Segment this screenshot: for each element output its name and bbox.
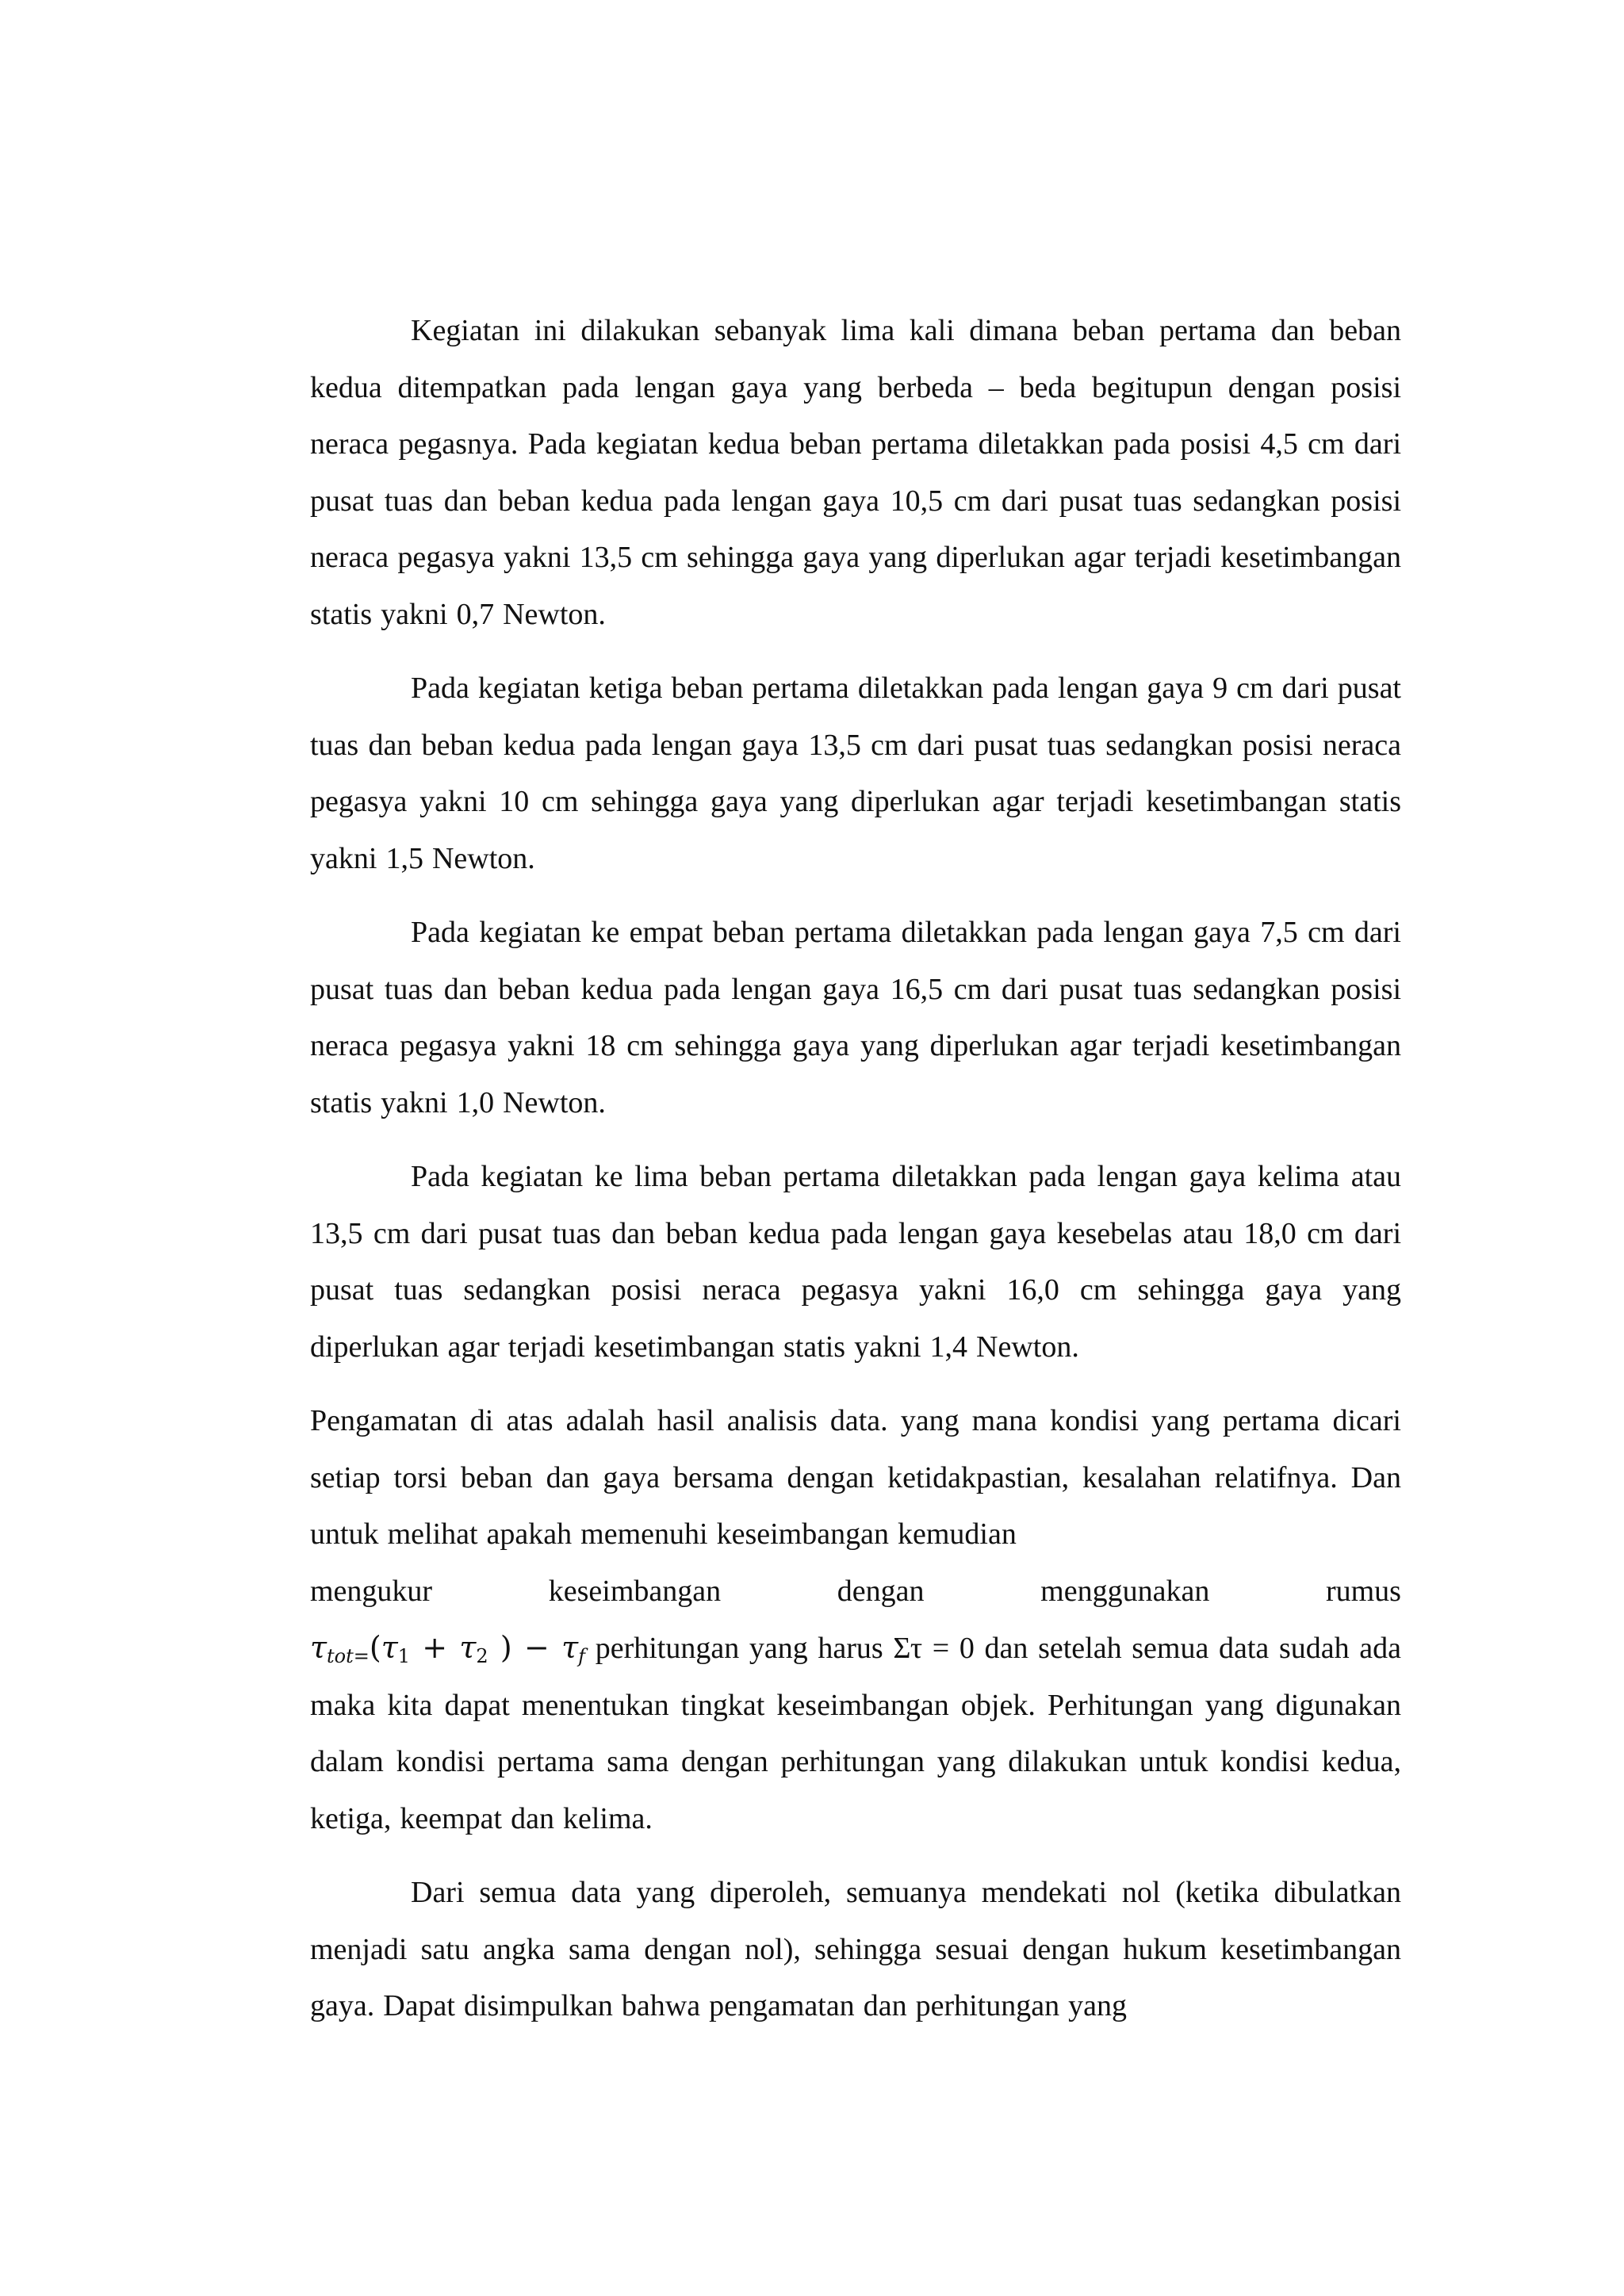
torque-formula: $\tau_{tot=}(\tau_1 + \tau_2$ ) − $\tau_f$ (310, 1630, 586, 1667)
word-keseimbangan: keseimbangan (548, 1574, 722, 1608)
paragraph-analysis (310, 1393, 1401, 1847)
analysis-formula-text (310, 1620, 1401, 1847)
word-menggunakan: menggunakan (1040, 1574, 1210, 1608)
paragraph-kegiatan-kedua: Kegiatan ini dilakukan sebanyak lima kali dimana beban pertama dan beban kedua ditempatkan pada lengan gaya yang berbeda – beda begitupun dengan posisi neraca pegasnya. Pada kegiatan kedua beban pertama diletakkan pada posisi 4,5 cm dari pusat tuas dan beban kedua pada lengan gaya 10,5 cm dari pusat tuas sedangkan posisi neraca pegasya yakni 13,5 cm sehingga gaya yang diperlukan agar terjadi kesetimbangan statis yakni 0,7 Newton. (310, 314, 1401, 631)
document-body (310, 303, 1401, 2035)
paragraph-conclusion: Dari semua data yang diperoleh, semuanya mendekati nol (ketika dibulatkan menjadi satu angka sama dengan nol), sehingga sesuai dengan hukum kesetimbangan gaya. Dapat disimpulkan bahwa pengamatan dan perhitungan yang (310, 1876, 1401, 2022)
word-mengukur: mengukur (310, 1574, 433, 1608)
analysis-text-after: perhitungan yang harus Στ = 0 dan setelah semua data sudah ada maka kita dapat menentukan tingkat keseimbangan objek. Perhitungan yang digunakan dalam kondisi pertama sama dengan perhitungan yang dilakukan untuk kondisi kedua, ketiga, keempat dan kelima. (310, 1632, 1402, 1835)
word-dengan: dengan (837, 1574, 925, 1608)
word-rumus: rumus (1325, 1574, 1401, 1608)
paragraph-kegiatan-keempat: Pada kegiatan ke empat beban pertama diletakkan pada lengan gaya 7,5 cm dari pusat tuas dan beban kedua pada lengan gaya 16,5 cm dari pusat tuas sedangkan posisi neraca pegasya yakni 18 cm sehingga gaya yang diperlukan agar terjadi kesetimbangan statis yakni 1,0 Newton. (310, 916, 1401, 1119)
paragraph-kegiatan-kelima: Pada kegiatan ke lima beban pertama diletakkan pada lengan gaya kelima atau 13,5 cm dari pusat tuas dan beban kedua pada lengan gaya kesebelas atau 18,0 cm dari pusat tuas sedangkan posisi neraca pegasya yakni 16,0 cm sehingga gaya yang diperlukan agar terjadi kesetimbangan statis yakni 1,4 Newton. (310, 1160, 1401, 1364)
paragraph-kegiatan-ketiga: Pada kegiatan ketiga beban pertama diletakkan pada lengan gaya 9 cm dari pusat tuas dan beban kedua pada lengan gaya 13,5 cm dari pusat tuas sedangkan posisi neraca pegasya yakni 10 cm sehingga gaya yang diperlukan agar terjadi kesetimbangan statis yakni 1,5 Newton. (310, 672, 1401, 875)
analysis-spread-line (310, 1563, 1401, 1621)
analysis-text-before: Pengamatan di atas adalah hasil analisis data. yang mana kondisi yang pertama dicari setiap torsi beban dan gaya bersama dengan ketidakpastian, kesalahan relatifnya. Dan untuk melihat apakah memenuhi keseimbangan kemudian (310, 1404, 1401, 1551)
